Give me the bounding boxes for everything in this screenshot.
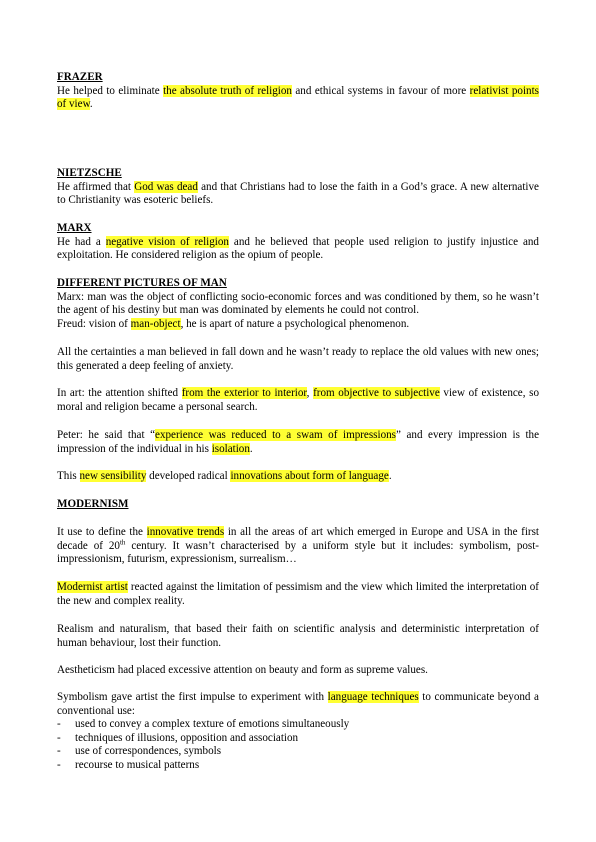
highlight-exterior-interior: from the exterior to interior — [181, 387, 307, 399]
text-run: . — [249, 442, 253, 455]
list-item — [57, 718, 539, 732]
text-run: developed radical — [146, 470, 231, 482]
text-run: reacted against the limitation of pessimism and the view which limited the interpretation of the new and complex reality. — [57, 581, 540, 607]
highlight-innovative-trends: innovative trends — [146, 526, 225, 538]
paragraph-marx — [57, 236, 539, 263]
paragraph-peter — [57, 429, 539, 456]
section-pictures-of-man — [57, 277, 539, 331]
text-run: . — [89, 98, 93, 111]
list-item — [57, 732, 539, 746]
dash-bullet: - — [57, 745, 61, 758]
paragraph-new-sensibility — [57, 470, 539, 484]
list-item — [57, 759, 539, 773]
paragraph-realism: Realism and naturalism, that based their faith on scientific analysis and deterministic interpretation of human behaviour, lost their function. — [57, 623, 539, 649]
paragraph-art — [57, 387, 539, 414]
list-item-text: techniques of illusions, opposition and association — [75, 731, 299, 744]
highlight-swam-of-impressions: experience was reduced to a swam of impressions — [155, 429, 396, 441]
highlight-god-was-dead: God was dead — [134, 180, 198, 193]
highlight-isolation: isolation — [211, 442, 250, 455]
list-item — [57, 745, 539, 759]
paragraph-symbolism — [57, 691, 539, 718]
text-run: In art: the attention shifted — [57, 387, 182, 399]
highlight-new-sensibility: new sensibility — [79, 470, 147, 482]
text-run: in all the areas of art which emerged in Europe and USA in the first decade of 20 — [57, 526, 540, 552]
text-run: view of existence, so moral and religion became a personal search. — [57, 387, 539, 413]
text-run: Symbolism gave artist the first impulse to experiment with — [57, 691, 328, 703]
text-run: It use to define the — [57, 526, 147, 538]
highlight-language-techniques: language techniques — [327, 691, 419, 703]
paragraph-modernism-definition — [57, 526, 539, 567]
dash-bullet: - — [57, 718, 61, 731]
text-run: century. It wasn’t characterised by a uniform style but it includes: symbolism, post-impressionism, futurism, expressionism, surrealism… — [57, 539, 540, 566]
superscript-th: th — [119, 537, 126, 546]
paragraph-nietzsche — [57, 181, 539, 208]
text-run: , — [306, 387, 314, 399]
text-run: to communicate beyond a conventional use: — [57, 691, 539, 717]
paragraph-certainties: All the certainties a man believed in fall down and he wasn’t ready to replace the old values with new ones; this generated a deep feeling of anxiety. — [57, 346, 539, 372]
heading-modernism: MODERNISM — [57, 498, 129, 510]
section-frazer — [57, 71, 539, 112]
text-run: He had a — [57, 235, 106, 248]
paragraph-freud — [57, 318, 539, 332]
highlight-innovations-language: innovations about form of language — [230, 470, 389, 482]
dash-bullet: - — [57, 758, 61, 771]
heading-frazer: FRAZER — [57, 71, 103, 83]
text-run: and he believed that people used religion to justify injustice and exploitation. He considered religion as the opium of people. — [57, 235, 539, 262]
highlight-negative-vision: negative vision of religion — [105, 235, 229, 248]
text-run: and ethical systems in favour of more — [291, 84, 470, 97]
paragraph-frazer — [57, 85, 539, 112]
heading-nietzsche: NIETZSCHE — [57, 167, 122, 179]
text-run: This — [57, 470, 80, 482]
paragraph-aestheticism: Aestheticism had placed excessive attention on beauty and form as supreme values. — [57, 664, 428, 676]
text-run: . — [388, 470, 392, 482]
highlight-objective-subjective: from objective to subjective — [313, 387, 440, 399]
text-run: , he is apart of nature a psychological phenomenon. — [180, 317, 410, 330]
text-run: and that Christians had to lose the faith in a God’s grace. A new alternative to Christianity was esoteric beliefs. — [57, 180, 539, 207]
list-item-text: used to convey a complex texture of emotions simultaneously — [75, 718, 350, 731]
section-symbolism — [57, 691, 539, 773]
text-run: He affirmed that — [57, 180, 135, 193]
section-marx — [57, 222, 539, 263]
dash-bullet: - — [57, 731, 61, 744]
highlight-man-object: man-object — [130, 317, 181, 330]
text-run: ” and every impression is the impression of the individual in his — [57, 429, 540, 455]
paragraph-marx-man: Marx: man was the object of conflicting socio-economic forces and was conditioned by them, so he wasn’t the agent of his destiny but man was dominated by elements he could not control. — [57, 290, 539, 317]
text-run: He helped to eliminate — [57, 84, 164, 97]
section-nietzsche — [57, 167, 539, 208]
highlight-relativist: relativist points of view — [57, 84, 539, 111]
heading-pictures-of-man: DIFFERENT PICTURES OF MAN — [57, 277, 227, 289]
heading-marx: MARX — [57, 222, 92, 234]
text-run: Freud: vision of — [57, 317, 131, 330]
text-run: Peter: he said that “ — [57, 429, 156, 441]
highlight-absolute-truth: the absolute truth of religion — [163, 84, 292, 97]
paragraph-modernist-artist — [57, 581, 539, 608]
highlight-modernist-artist: Modernist artist — [57, 581, 128, 593]
list-item-text: recourse to musical patterns — [75, 758, 200, 771]
list-item-text: use of correspondences, symbols — [75, 745, 222, 758]
